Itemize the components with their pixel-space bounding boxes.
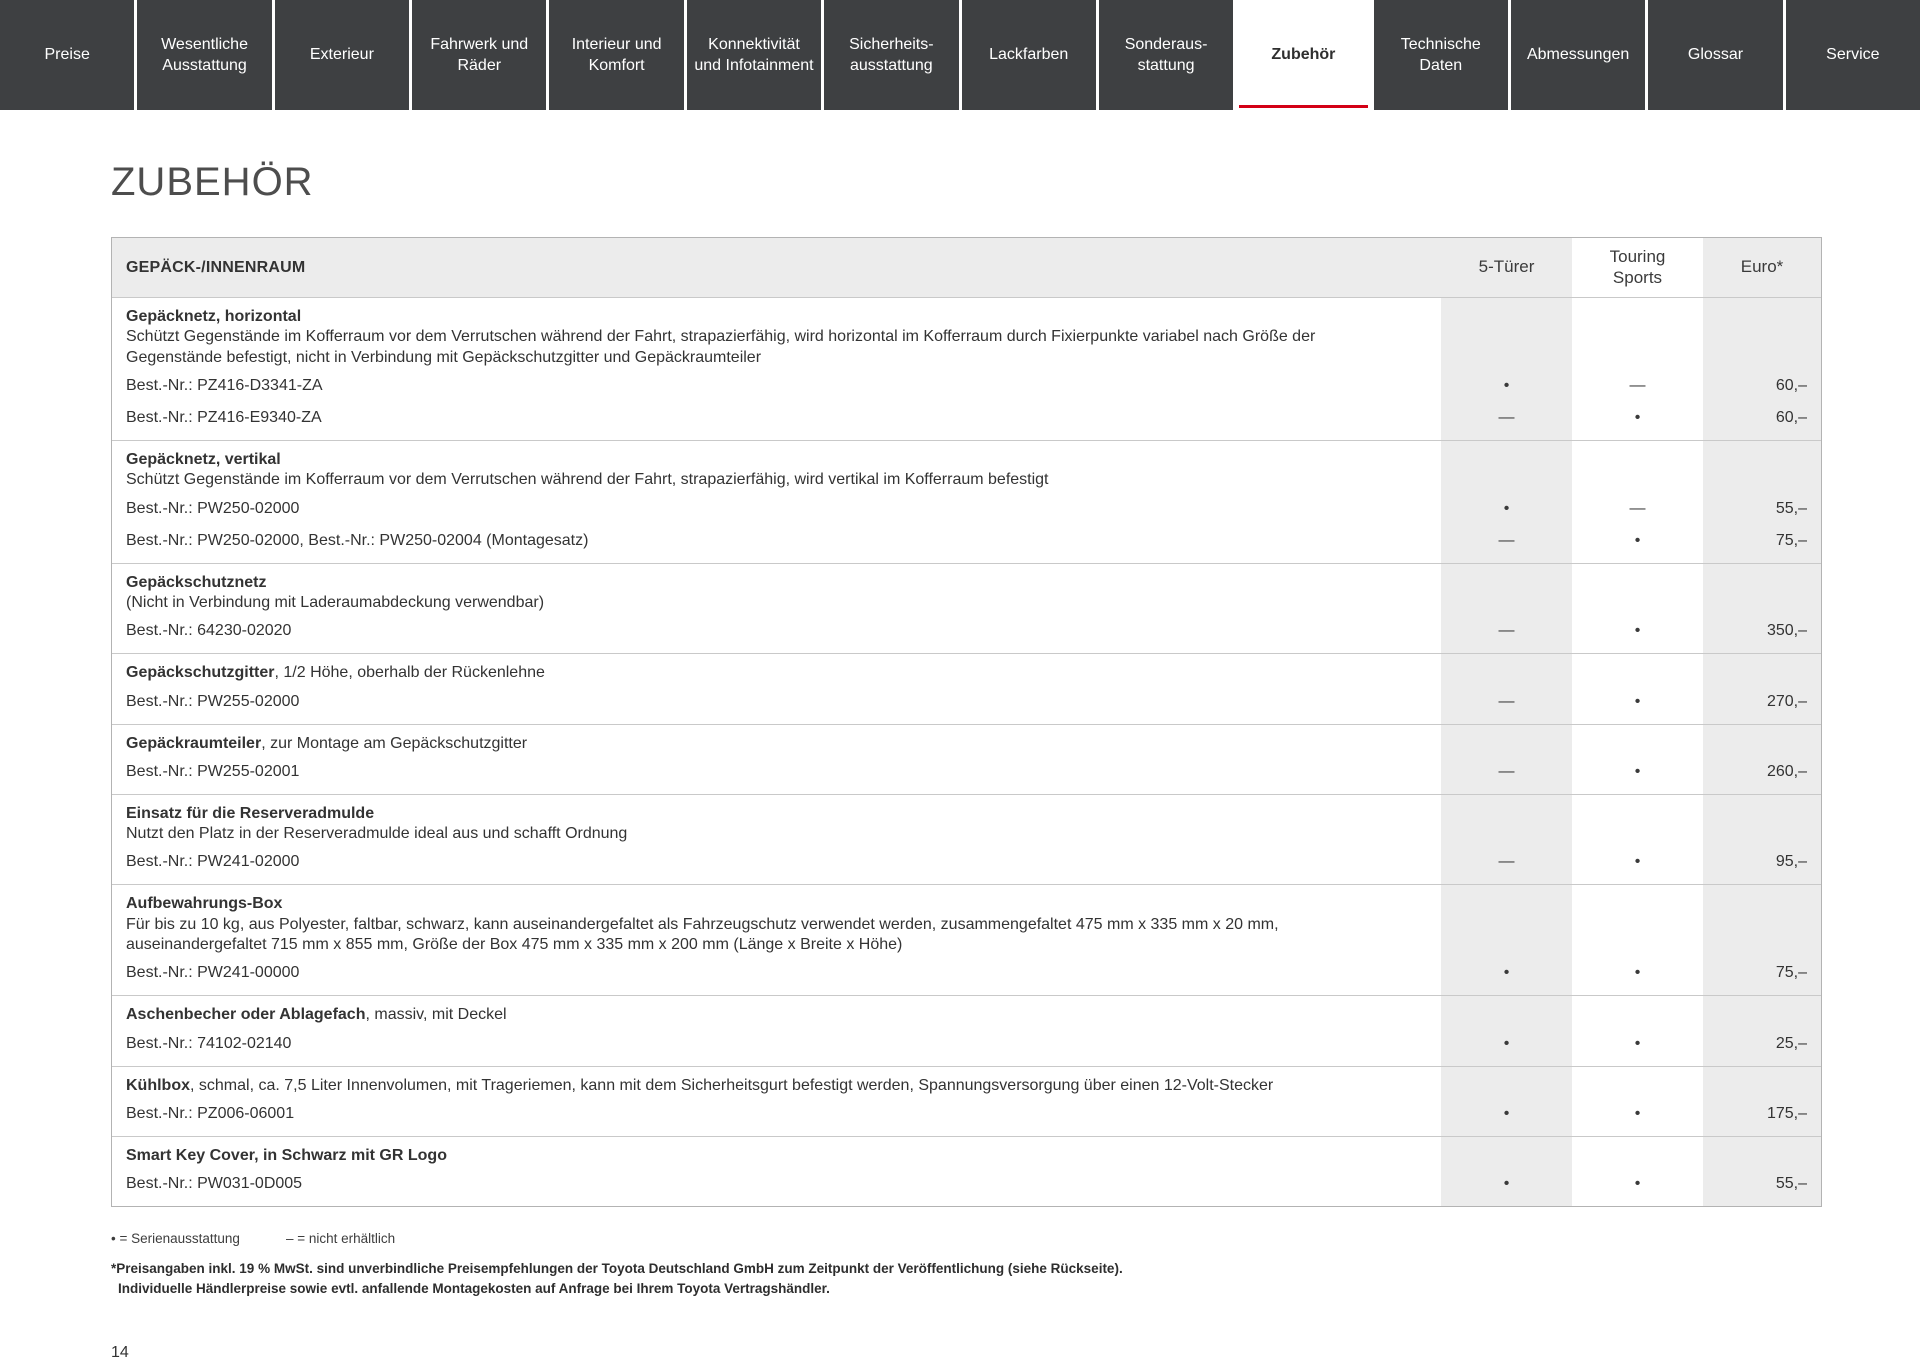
- product-row: [112, 724, 1821, 794]
- product-description: Nutzt den Platz in der Reserveradmulde ideal aus und schafft Ordnung: [126, 825, 628, 843]
- availability-touring-sports: •: [1634, 408, 1641, 426]
- product-title-detail: , zur Montage am Gepäckschutzgitter: [261, 734, 528, 752]
- product-name: Smart Key Cover, in Schwarz mit GR Logo: [126, 1147, 447, 1164]
- order-number: Best.-Nr.: PW241-00000: [126, 964, 300, 982]
- table-header-euro: Euro*: [1703, 238, 1821, 297]
- tab-label: Lackfarben: [989, 46, 1069, 64]
- product-title: [126, 734, 1397, 754]
- product-title-detail: , massiv, mit Deckel: [365, 1006, 507, 1024]
- product-row: [112, 563, 1821, 654]
- legend-not-available: – = nicht erhältlich: [285, 1231, 396, 1247]
- product-name: Kühlbox: [126, 1076, 190, 1094]
- tab-label: Interieur und Komfort: [571, 35, 662, 74]
- product-title: [126, 1146, 1397, 1166]
- five-door-column-shade: [1441, 441, 1572, 493]
- five-door-column-shade: [1441, 725, 1572, 756]
- touring-column-bg: [1572, 441, 1703, 493]
- five-door-column-shade: [1441, 298, 1572, 370]
- availability-touring-sports: •: [1634, 1175, 1641, 1193]
- price-euro: 55,–: [1703, 1168, 1821, 1206]
- tab-sicherheitsausstattung[interactable]: [824, 0, 958, 110]
- product-info-cell: [112, 441, 1441, 493]
- product-info-cell: [112, 795, 1441, 847]
- tab-konnektivitaet-und-infotainment[interactable]: [687, 0, 821, 110]
- product-info-cell: [112, 298, 1441, 370]
- euro-column-shade: [1703, 298, 1821, 370]
- tab-label: Konnektivität und Infotainment: [694, 35, 814, 74]
- availability-touring-sports: —: [1629, 376, 1646, 394]
- table-header-category: GEPÄCK-/INNENRAUM: [112, 238, 1441, 297]
- availability-five-door: —: [1441, 615, 1572, 653]
- product-name: Gepäcknetz, vertikal: [126, 450, 281, 468]
- five-door-column-shade: [1441, 795, 1572, 847]
- five-door-column-shade: [1441, 564, 1572, 616]
- tab-label: Sonderaus-stattung: [1124, 35, 1208, 74]
- product-info-cell: [112, 1137, 1441, 1168]
- euro-column-shade: [1703, 795, 1821, 847]
- euro-column-shade: [1703, 725, 1821, 756]
- five-door-column-shade: [1441, 1137, 1572, 1168]
- product-name: Aschenbecher oder Ablagefach: [126, 1006, 366, 1024]
- euro-column-shade: [1703, 996, 1821, 1027]
- product-row: [112, 884, 1821, 995]
- tab-label: Zubehör: [1271, 46, 1336, 64]
- touring-column-bg: [1572, 996, 1703, 1027]
- euro-column-shade: [1703, 1067, 1821, 1098]
- tab-label: Exterieur: [309, 46, 374, 64]
- five-door-column-shade: [1441, 885, 1572, 957]
- price-euro: 75,–: [1703, 957, 1821, 995]
- product-row: [112, 794, 1821, 885]
- tab-abmessungen[interactable]: [1511, 0, 1645, 110]
- availability-five-door: •: [1441, 370, 1572, 402]
- product-name: Aufbewahrungs-Box: [126, 895, 283, 913]
- five-door-column-shade: [1441, 1067, 1572, 1098]
- tab-label: Preise: [44, 46, 90, 64]
- availability-five-door: •: [1441, 1168, 1572, 1206]
- touring-column-bg: [1572, 725, 1703, 756]
- availability-five-door: •: [1441, 1028, 1572, 1066]
- product-row: [112, 995, 1821, 1065]
- tab-bar: [0, 0, 1920, 110]
- product-row: [112, 1066, 1821, 1136]
- tab-label: Abmessungen: [1526, 46, 1630, 64]
- tab-zubehoer[interactable]: [1236, 0, 1370, 110]
- order-number: Best.-Nr.: PW241-02000: [126, 853, 300, 871]
- product-info-cell: [112, 885, 1441, 957]
- product-info-cell: [112, 654, 1441, 685]
- product-title: [126, 307, 1397, 327]
- legend-standard: • = Serienausstattung: [111, 1231, 240, 1247]
- tab-interieur-und-komfort[interactable]: [549, 0, 683, 110]
- price-euro: 350,–: [1703, 615, 1821, 653]
- price-euro: 60,–: [1703, 370, 1821, 402]
- order-number: Best.-Nr.: PW250-02000: [126, 499, 300, 517]
- footnote-prices: *Preisangaben inkl. 19 % MwSt. sind unverbindliche Preisempfehlungen der Toyota Deutschland GmbH zum Zeitpunkt der Veröffentlichung (siehe Rückseite).: [111, 1261, 1123, 1277]
- product-name: Einsatz für die Reserveradmulde: [126, 804, 375, 822]
- touring-column-bg: [1572, 298, 1703, 370]
- tab-fahrwerk-und-raeder[interactable]: [412, 0, 546, 110]
- availability-five-door: —: [1441, 846, 1572, 884]
- order-number: Best.-Nr.: PZ416-D3341-ZA: [126, 376, 323, 394]
- order-number: Best.-Nr.: PW031-0D005: [126, 1175, 303, 1193]
- product-title: [126, 573, 1397, 593]
- availability-touring-sports: •: [1634, 853, 1641, 871]
- touring-column-bg: [1572, 795, 1703, 847]
- product-info-cell: [112, 564, 1441, 616]
- product-description: Schützt Gegenstände im Kofferraum vor dem Verrutschen während der Fahrt, strapazierfähig, wird horizontal im Kofferraum durch Fixierpunkte variabel nach Größe der Gegenstände befestigt, nicht in Verbindung mit Gepäckschutzgitter und Gepäckraumteiler: [126, 328, 1316, 366]
- availability-touring-sports: •: [1634, 1105, 1641, 1122]
- accessories-table-body: [112, 298, 1821, 1206]
- tab-label: Service: [1826, 46, 1880, 64]
- euro-column-shade: [1703, 885, 1821, 957]
- price-euro: 75,–: [1703, 525, 1821, 563]
- tab-service[interactable]: [1786, 0, 1920, 110]
- product-title: [126, 894, 1397, 914]
- tab-label: Sicherheits-ausstattung: [849, 35, 934, 74]
- product-name: Gepäckraumteiler: [126, 734, 262, 752]
- euro-column-shade: [1703, 654, 1821, 685]
- order-number: Best.-Nr.: PW255-02001: [126, 762, 300, 780]
- availability-touring-sports: •: [1634, 762, 1641, 780]
- euro-column-shade: [1703, 564, 1821, 616]
- touring-column-bg: [1572, 654, 1703, 685]
- footnote-dealer: Individuelle Händlerpreise sowie evtl. anfallende Montagekosten auf Anfrage bei Ihrem Toyota Vertragshändler.: [118, 1280, 830, 1296]
- product-info-cell: [112, 725, 1441, 756]
- price-euro: 260,–: [1703, 756, 1821, 794]
- tab-technische-daten[interactable]: [1374, 0, 1508, 110]
- touring-column-bg: [1572, 1137, 1703, 1168]
- touring-column-bg: [1572, 1067, 1703, 1098]
- page-content: [0, 160, 1920, 1362]
- product-title: [126, 663, 1397, 683]
- accessories-table: [111, 237, 1822, 1207]
- tab-wesentliche-ausstattung[interactable]: [137, 0, 271, 110]
- product-title-detail: , 1/2 Höhe, oberhalb der Rückenlehne: [274, 664, 545, 682]
- product-title: [126, 804, 1397, 824]
- footnotes: [111, 1259, 1822, 1298]
- product-title: [126, 1005, 1397, 1025]
- tab-label: Technische Daten: [1400, 35, 1481, 74]
- availability-five-door: •: [1441, 493, 1572, 525]
- product-row: [112, 1136, 1821, 1206]
- product-title: [126, 450, 1397, 470]
- product-description: Schützt Gegenstände im Kofferraum vor dem Verrutschen während der Fahrt, strapazierfähig, wird vertikal im Kofferraum befestigt: [126, 471, 1049, 489]
- tab-lackfarben[interactable]: [962, 0, 1096, 110]
- table-header-five-door: 5-Türer: [1441, 238, 1572, 297]
- availability-five-door: •: [1441, 1098, 1572, 1136]
- price-euro: 60,–: [1703, 402, 1821, 440]
- availability-five-door: •: [1441, 957, 1572, 995]
- availability-touring-sports: •: [1634, 622, 1641, 640]
- five-door-column-shade: [1441, 996, 1572, 1027]
- price-euro: 175,–: [1703, 1098, 1821, 1136]
- product-info-cell: [112, 996, 1441, 1027]
- tab-label: Wesentliche Ausstattung: [161, 35, 248, 74]
- price-euro: 55,–: [1703, 493, 1821, 525]
- availability-touring-sports: •: [1634, 692, 1641, 710]
- product-description: (Nicht in Verbindung mit Laderaumabdeckung verwendbar): [126, 593, 545, 611]
- availability-five-door: —: [1441, 525, 1572, 563]
- tab-exterieur[interactable]: [275, 0, 409, 110]
- order-number: Best.-Nr.: PW255-02000: [126, 692, 300, 710]
- active-tab-indicator: [1239, 105, 1367, 108]
- product-row: [112, 440, 1821, 563]
- tab-glossar[interactable]: [1648, 0, 1782, 110]
- legend: [111, 1231, 1822, 1246]
- table-header-touring-sports: Touring Sports: [1609, 247, 1666, 287]
- price-euro: 95,–: [1703, 846, 1821, 884]
- availability-five-door: —: [1441, 402, 1572, 440]
- availability-touring-sports: •: [1634, 964, 1641, 982]
- product-info-cell: [112, 1067, 1441, 1098]
- tab-label: Fahrwerk und Räder: [430, 35, 529, 74]
- touring-column-bg: [1572, 564, 1703, 616]
- tab-sonderausstattung[interactable]: [1099, 0, 1233, 110]
- availability-five-door: —: [1441, 756, 1572, 794]
- order-number: Best.-Nr.: 64230-02020: [126, 622, 292, 640]
- tab-preise[interactable]: [0, 0, 134, 110]
- availability-touring-sports: •: [1634, 1034, 1641, 1052]
- product-title-detail: , schmal, ca. 7,5 Liter Innenvolumen, mit Trageriemen, kann mit dem Sicherheitsgurt befestigt werden, Spannungsversorgung über einen 12-Volt-Stecker: [190, 1076, 1274, 1094]
- product-description: Für bis zu 10 kg, aus Polyester, faltbar, schwarz, kann auseinandergefaltet als Fahrzeugschutz verwendet werden, zusammengefaltet 475 mm x 335 mm x 20 mm, auseinandergefaltet 715 mm x 855 mm, Größe der Box 475 mm x 335 mm x 200 mm (Länge x Breite x Höhe): [126, 915, 1279, 954]
- order-number: Best.-Nr.: PZ416-E9340-ZA: [126, 408, 322, 426]
- availability-five-door: —: [1441, 686, 1572, 724]
- product-name: Gepäcknetz, horizontal: [126, 308, 302, 325]
- page-number: 14: [111, 1344, 129, 1362]
- product-title: [126, 1076, 1397, 1096]
- price-euro: 270,–: [1703, 686, 1821, 724]
- availability-touring-sports: •: [1634, 531, 1641, 549]
- order-number: Best.-Nr.: 74102-02140: [126, 1034, 292, 1052]
- order-number: Best.-Nr.: PZ006-06001: [126, 1105, 295, 1122]
- order-number: Best.-Nr.: PW250-02000, Best.-Nr.: PW250-02004 (Montagesatz): [126, 531, 589, 549]
- touring-column-bg: [1572, 885, 1703, 957]
- table-header-row: [112, 238, 1821, 298]
- page-title: ZUBEHÖR: [111, 160, 314, 204]
- product-name: Gepäckschutzgitter: [126, 664, 275, 682]
- product-name: Gepäckschutznetz: [126, 573, 267, 591]
- euro-column-shade: [1703, 441, 1821, 493]
- availability-touring-sports: —: [1629, 499, 1646, 517]
- euro-column-shade: [1703, 1137, 1821, 1168]
- product-row: [112, 653, 1821, 723]
- tab-label: Glossar: [1687, 46, 1744, 64]
- price-euro: 25,–: [1703, 1028, 1821, 1066]
- product-row: [112, 298, 1821, 440]
- five-door-column-shade: [1441, 654, 1572, 685]
